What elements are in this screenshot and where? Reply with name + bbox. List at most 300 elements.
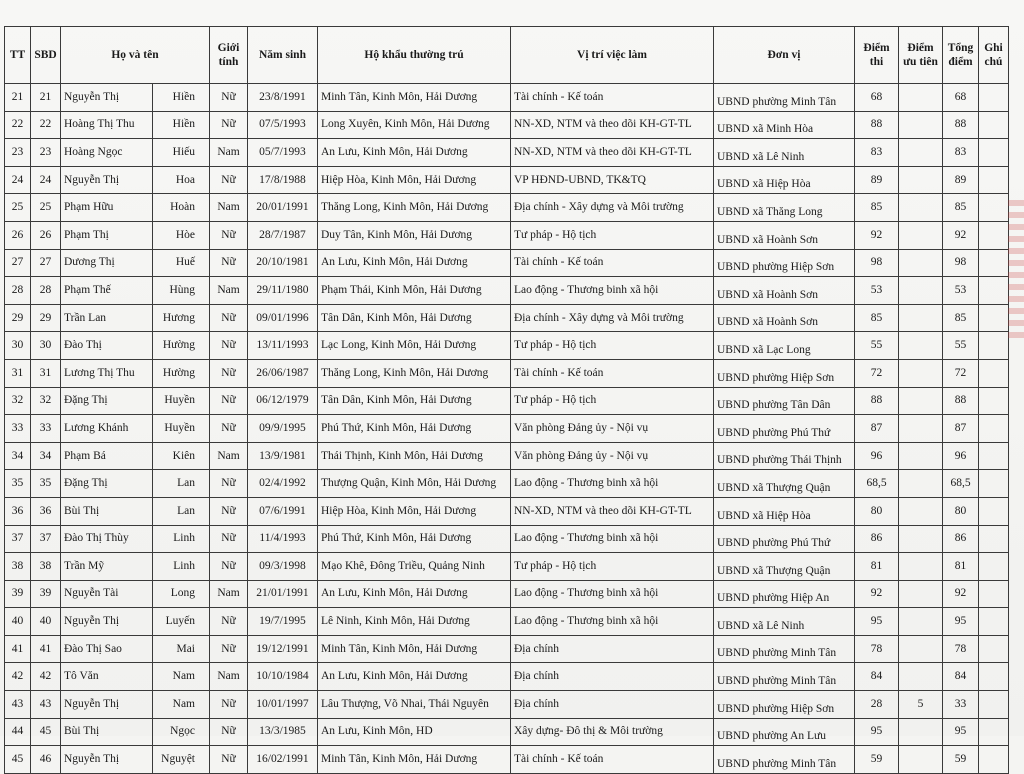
row-last-name: Trần Lan	[61, 304, 153, 332]
table-row	[5, 553, 1009, 581]
row-birth: 13/9/1981	[248, 442, 318, 470]
row-exam-score: 55	[855, 332, 899, 360]
row-unit: UBND phường Thái Thịnh	[714, 442, 855, 470]
row-unit: UBND phường Phú Thứ	[714, 525, 855, 553]
row-note	[979, 691, 1009, 719]
table-row	[5, 691, 1009, 719]
row-first-name: Hùng	[153, 277, 210, 305]
row-priority-score	[899, 442, 943, 470]
row-birth: 28/7/1987	[248, 221, 318, 249]
row-priority-score	[899, 663, 943, 691]
row-residence: Thăng Long, Kinh Môn, Hải Dương	[318, 194, 511, 222]
row-last-name: Lương Khánh	[61, 415, 153, 443]
row-note	[979, 387, 1009, 415]
row-sbd: 26	[31, 221, 61, 249]
header-exam-score: Điểm thi	[855, 27, 899, 84]
header-gender: Giới tính	[210, 27, 248, 84]
row-sbd: 24	[31, 166, 61, 194]
row-gender: Nữ	[210, 304, 248, 332]
row-note	[979, 84, 1009, 112]
row-residence: Minh Tân, Kinh Môn, Hải Dương	[318, 84, 511, 112]
row-note	[979, 442, 1009, 470]
row-unit: UBND phường Phú Thứ	[714, 415, 855, 443]
row-exam-score: 92	[855, 580, 899, 608]
row-sbd: 27	[31, 249, 61, 277]
row-gender: Nữ	[210, 553, 248, 581]
table-row	[5, 221, 1009, 249]
header-residence: Hộ khẩu thường trú	[318, 27, 511, 84]
row-gender: Nữ	[210, 691, 248, 719]
table-body	[5, 84, 1009, 774]
row-tt: 31	[5, 359, 31, 387]
table-row	[5, 497, 1009, 525]
row-unit: UBND xã Thăng Long	[714, 194, 855, 222]
row-sbd: 32	[31, 387, 61, 415]
row-tt: 35	[5, 470, 31, 498]
header-name: Họ và tên	[61, 27, 210, 84]
row-sbd: 25	[31, 194, 61, 222]
row-last-name: Trần Mỹ	[61, 553, 153, 581]
row-birth: 20/10/1981	[248, 249, 318, 277]
row-last-name: Đặng Thị	[61, 387, 153, 415]
row-birth: 26/06/1987	[248, 359, 318, 387]
row-last-name: Nguyễn Thị	[61, 608, 153, 636]
row-last-name: Đặng Thị	[61, 470, 153, 498]
row-gender: Nữ	[210, 249, 248, 277]
row-gender: Nữ	[210, 415, 248, 443]
row-first-name: Lan	[153, 497, 210, 525]
header-sbd: SBD	[31, 27, 61, 84]
row-birth: 13/11/1993	[248, 332, 318, 360]
row-first-name: Hường	[153, 359, 210, 387]
row-exam-score: 85	[855, 194, 899, 222]
row-total-score: 89	[943, 166, 979, 194]
row-exam-score: 95	[855, 718, 899, 746]
row-total-score: 85	[943, 194, 979, 222]
row-priority-score	[899, 387, 943, 415]
row-first-name: Nam	[153, 663, 210, 691]
row-tt: 45	[5, 746, 31, 774]
row-tt: 38	[5, 553, 31, 581]
table-row	[5, 387, 1009, 415]
table-row	[5, 580, 1009, 608]
row-unit: UBND phường Hiệp Sơn	[714, 249, 855, 277]
row-tt: 30	[5, 332, 31, 360]
row-priority-score	[899, 332, 943, 360]
row-total-score: 92	[943, 580, 979, 608]
header-note: Ghi chú	[979, 27, 1009, 84]
table-row	[5, 304, 1009, 332]
row-total-score: 72	[943, 359, 979, 387]
row-tt: 36	[5, 497, 31, 525]
row-birth: 10/10/1984	[248, 663, 318, 691]
row-note	[979, 277, 1009, 305]
row-total-score: 78	[943, 635, 979, 663]
row-unit: UBND xã Minh Hòa	[714, 111, 855, 139]
table-row	[5, 277, 1009, 305]
row-priority-score	[899, 580, 943, 608]
row-note	[979, 718, 1009, 746]
row-residence: Hiệp Hòa, Kinh Môn, Hải Dương	[318, 497, 511, 525]
row-total-score: 95	[943, 608, 979, 636]
row-total-score: 80	[943, 497, 979, 525]
row-sbd: 36	[31, 497, 61, 525]
table-row	[5, 359, 1009, 387]
row-residence: Long Xuyên, Kinh Môn, Hải Dương	[318, 111, 511, 139]
row-priority-score	[899, 166, 943, 194]
row-residence: Minh Tân, Kinh Môn, Hải Dương	[318, 746, 511, 774]
row-priority-score	[899, 497, 943, 525]
row-tt: 41	[5, 635, 31, 663]
row-sbd: 33	[31, 415, 61, 443]
row-exam-score: 92	[855, 221, 899, 249]
table-row	[5, 111, 1009, 139]
row-note	[979, 111, 1009, 139]
row-residence: Tân Dân, Kinh Môn, Hải Dương	[318, 304, 511, 332]
row-tt: 33	[5, 415, 31, 443]
row-birth: 09/9/1995	[248, 415, 318, 443]
row-priority-score	[899, 359, 943, 387]
row-first-name: Huyền	[153, 415, 210, 443]
row-gender: Nam	[210, 194, 248, 222]
row-unit: UBND xã Hoành Sơn	[714, 304, 855, 332]
row-unit: UBND xã Hoành Sơn	[714, 221, 855, 249]
row-position: NN-XD, NTM và theo dõi KH-GT-TL	[511, 139, 714, 167]
row-note	[979, 663, 1009, 691]
row-exam-score: 80	[855, 497, 899, 525]
row-priority-score	[899, 718, 943, 746]
row-position: Văn phòng Đảng ủy - Nội vụ	[511, 442, 714, 470]
row-last-name: Bùi Thị	[61, 718, 153, 746]
row-tt: 44	[5, 718, 31, 746]
row-unit: UBND phường An Lưu	[714, 718, 855, 746]
row-gender: Nam	[210, 580, 248, 608]
row-last-name: Dương Thị	[61, 249, 153, 277]
row-residence: Tân Dân, Kinh Môn, Hải Dương	[318, 387, 511, 415]
row-residence: An Lưu, Kinh Môn, Hải Dương	[318, 580, 511, 608]
row-first-name: Hiếu	[153, 139, 210, 167]
row-exam-score: 68	[855, 84, 899, 112]
row-tt: 32	[5, 387, 31, 415]
row-unit: UBND phường Hiệp An	[714, 580, 855, 608]
row-gender: Nữ	[210, 525, 248, 553]
row-first-name: Long	[153, 580, 210, 608]
row-exam-score: 86	[855, 525, 899, 553]
row-priority-score	[899, 415, 943, 443]
row-exam-score: 83	[855, 139, 899, 167]
row-birth: 07/5/1993	[248, 111, 318, 139]
row-position: Tư pháp - Hộ tịch	[511, 387, 714, 415]
row-position: Lao động - Thương binh xã hội	[511, 277, 714, 305]
row-total-score: 87	[943, 415, 979, 443]
row-total-score: 53	[943, 277, 979, 305]
row-tt: 22	[5, 111, 31, 139]
row-last-name: Phạm Thị	[61, 221, 153, 249]
row-total-score: 55	[943, 332, 979, 360]
row-first-name: Hiền	[153, 111, 210, 139]
table-row	[5, 442, 1009, 470]
row-tt: 42	[5, 663, 31, 691]
row-exam-score: 68,5	[855, 470, 899, 498]
row-unit: UBND xã Lạc Long	[714, 332, 855, 360]
row-residence: Lâu Thượng, Võ Nhai, Thái Nguyên	[318, 691, 511, 719]
row-exam-score: 81	[855, 553, 899, 581]
row-birth: 16/02/1991	[248, 746, 318, 774]
row-note	[979, 359, 1009, 387]
row-total-score: 83	[943, 139, 979, 167]
row-sbd: 31	[31, 359, 61, 387]
row-sbd: 29	[31, 304, 61, 332]
row-note	[979, 139, 1009, 167]
row-position: Địa chính - Xây dựng và Môi trường	[511, 304, 714, 332]
row-position: Lao động - Thương binh xã hội	[511, 525, 714, 553]
row-first-name: Huyền	[153, 387, 210, 415]
row-gender: Nữ	[210, 166, 248, 194]
row-birth: 05/7/1993	[248, 139, 318, 167]
row-residence: An Lưu, Kinh Môn, Hải Dương	[318, 139, 511, 167]
row-residence: Lạc Long, Kinh Môn, Hải Dương	[318, 332, 511, 360]
row-total-score: 59	[943, 746, 979, 774]
row-total-score: 33	[943, 691, 979, 719]
header-total-score: Tổng điểm	[943, 27, 979, 84]
row-unit: UBND xã Hiệp Hòa	[714, 166, 855, 194]
row-first-name: Nam	[153, 691, 210, 719]
row-position: NN-XD, NTM và theo dõi KH-GT-TL	[511, 497, 714, 525]
row-exam-score: 89	[855, 166, 899, 194]
row-sbd: 22	[31, 111, 61, 139]
row-total-score: 96	[943, 442, 979, 470]
row-unit: UBND phường Hiệp Sơn	[714, 359, 855, 387]
row-tt: 24	[5, 166, 31, 194]
row-priority-score	[899, 194, 943, 222]
row-unit: UBND xã Lê Ninh	[714, 139, 855, 167]
row-total-score: 95	[943, 718, 979, 746]
row-position: Tài chính - Kế toán	[511, 249, 714, 277]
row-birth: 21/01/1991	[248, 580, 318, 608]
row-last-name: Lương Thị Thu	[61, 359, 153, 387]
row-last-name: Hoàng Thị Thu	[61, 111, 153, 139]
header-priority-score: Điểm ưu tiên	[899, 27, 943, 84]
row-sbd: 39	[31, 580, 61, 608]
row-residence: Minh Tân, Kinh Môn, Hải Dương	[318, 635, 511, 663]
row-total-score: 68	[943, 84, 979, 112]
row-residence: Lê Ninh, Kinh Môn, Hải Dương	[318, 608, 511, 636]
row-last-name: Nguyễn Thị	[61, 691, 153, 719]
row-unit: UBND phường Minh Tân	[714, 663, 855, 691]
row-residence: Phú Thứ, Kinh Môn, Hải Dương	[318, 415, 511, 443]
row-sbd: 23	[31, 139, 61, 167]
row-gender: Nam	[210, 663, 248, 691]
row-total-score: 85	[943, 304, 979, 332]
row-birth: 20/01/1991	[248, 194, 318, 222]
row-gender: Nữ	[210, 718, 248, 746]
row-tt: 26	[5, 221, 31, 249]
row-gender: Nữ	[210, 497, 248, 525]
row-tt: 29	[5, 304, 31, 332]
table-row	[5, 470, 1009, 498]
header-birth: Năm sinh	[248, 27, 318, 84]
row-exam-score: 87	[855, 415, 899, 443]
row-tt: 23	[5, 139, 31, 167]
row-residence: Thăng Long, Kinh Môn, Hải Dương	[318, 359, 511, 387]
row-tt: 28	[5, 277, 31, 305]
row-position: Tài chính - Kế toán	[511, 746, 714, 774]
row-first-name: Linh	[153, 525, 210, 553]
table-row	[5, 663, 1009, 691]
row-sbd: 42	[31, 663, 61, 691]
row-gender: Nữ	[210, 635, 248, 663]
row-tt: 43	[5, 691, 31, 719]
header-unit: Đơn vị	[714, 27, 855, 84]
row-last-name: Nguyễn Thị	[61, 166, 153, 194]
row-gender: Nữ	[210, 84, 248, 112]
row-priority-score	[899, 277, 943, 305]
row-note	[979, 166, 1009, 194]
table-header-row	[5, 27, 1009, 84]
row-exam-score: 84	[855, 663, 899, 691]
row-position: Tư pháp - Hộ tịch	[511, 553, 714, 581]
row-priority-score	[899, 111, 943, 139]
row-note	[979, 553, 1009, 581]
row-birth: 17/8/1988	[248, 166, 318, 194]
header-position: Vị trí việc làm	[511, 27, 714, 84]
table-row	[5, 635, 1009, 663]
row-first-name: Mai	[153, 635, 210, 663]
row-unit: UBND phường Minh Tân	[714, 635, 855, 663]
row-tt: 25	[5, 194, 31, 222]
row-unit: UBND phường Minh Tân	[714, 84, 855, 112]
row-birth: 11/4/1993	[248, 525, 318, 553]
row-position: NN-XD, NTM và theo dõi KH-GT-TL	[511, 111, 714, 139]
row-gender: Nữ	[210, 746, 248, 774]
row-note	[979, 194, 1009, 222]
row-unit: UBND xã Thượng Quận	[714, 470, 855, 498]
row-last-name: Phạm Hữu	[61, 194, 153, 222]
row-last-name: Phạm Bá	[61, 442, 153, 470]
row-gender: Nữ	[210, 111, 248, 139]
row-priority-score	[899, 746, 943, 774]
row-priority-score	[899, 553, 943, 581]
row-exam-score: 59	[855, 746, 899, 774]
table-row	[5, 166, 1009, 194]
row-birth: 09/01/1996	[248, 304, 318, 332]
row-position: Tài chính - Kế toán	[511, 359, 714, 387]
row-exam-score: 85	[855, 304, 899, 332]
row-priority-score	[899, 304, 943, 332]
row-birth: 07/6/1991	[248, 497, 318, 525]
row-position: Địa chính	[511, 691, 714, 719]
row-total-score: 92	[943, 221, 979, 249]
row-first-name: Ngọc	[153, 718, 210, 746]
row-tt: 40	[5, 608, 31, 636]
row-position: Xây dựng- Đô thị & Môi trường	[511, 718, 714, 746]
row-first-name: Kiên	[153, 442, 210, 470]
row-sbd: 38	[31, 553, 61, 581]
row-first-name: Nguyệt	[153, 746, 210, 774]
row-tt: 34	[5, 442, 31, 470]
row-position: Lao động - Thương binh xã hội	[511, 608, 714, 636]
row-position: Lao động - Thương binh xã hội	[511, 470, 714, 498]
row-first-name: Hòe	[153, 221, 210, 249]
row-sbd: 41	[31, 635, 61, 663]
row-first-name: Linh	[153, 553, 210, 581]
row-last-name: Bùi Thị	[61, 497, 153, 525]
row-first-name: Hiền	[153, 84, 210, 112]
row-exam-score: 96	[855, 442, 899, 470]
row-unit: UBND phường Tân Dân	[714, 387, 855, 415]
row-birth: 06/12/1979	[248, 387, 318, 415]
row-position: Địa chính - Xây dựng và Môi trường	[511, 194, 714, 222]
row-sbd: 30	[31, 332, 61, 360]
row-first-name: Huế	[153, 249, 210, 277]
table-row	[5, 332, 1009, 360]
row-unit: UBND phường Minh Tân	[714, 746, 855, 774]
table-row	[5, 608, 1009, 636]
row-note	[979, 415, 1009, 443]
row-sbd: 35	[31, 470, 61, 498]
row-first-name: Hường	[153, 332, 210, 360]
row-sbd: 37	[31, 525, 61, 553]
row-last-name: Đào Thị Thùy	[61, 525, 153, 553]
row-position: Tư pháp - Hộ tịch	[511, 221, 714, 249]
row-sbd: 34	[31, 442, 61, 470]
row-birth: 29/11/1980	[248, 277, 318, 305]
row-birth: 19/7/1995	[248, 608, 318, 636]
row-position: VP HĐND-UBND, TK&TQ	[511, 166, 714, 194]
row-first-name: Hoa	[153, 166, 210, 194]
row-exam-score: 95	[855, 608, 899, 636]
row-exam-score: 28	[855, 691, 899, 719]
row-gender: Nữ	[210, 608, 248, 636]
row-tt: 39	[5, 580, 31, 608]
row-gender: Nữ	[210, 470, 248, 498]
row-sbd: 40	[31, 608, 61, 636]
row-unit: UBND xã Thượng Quận	[714, 553, 855, 581]
row-position: Lao động - Thương binh xã hội	[511, 580, 714, 608]
row-sbd: 46	[31, 746, 61, 774]
row-note	[979, 470, 1009, 498]
row-gender: Nữ	[210, 332, 248, 360]
row-tt: 21	[5, 84, 31, 112]
row-priority-score	[899, 139, 943, 167]
row-position: Tài chính - Kế toán	[511, 84, 714, 112]
row-birth: 02/4/1992	[248, 470, 318, 498]
row-first-name: Hương	[153, 304, 210, 332]
row-exam-score: 88	[855, 387, 899, 415]
table-row	[5, 415, 1009, 443]
row-last-name: Phạm Thế	[61, 277, 153, 305]
row-unit: UBND xã Hiệp Hòa	[714, 497, 855, 525]
row-last-name: Nguyễn Thị	[61, 746, 153, 774]
row-last-name: Hoàng Ngọc	[61, 139, 153, 167]
row-sbd: 45	[31, 718, 61, 746]
table-row	[5, 139, 1009, 167]
row-position: Địa chính	[511, 635, 714, 663]
row-note	[979, 525, 1009, 553]
row-first-name: Lan	[153, 470, 210, 498]
row-exam-score: 88	[855, 111, 899, 139]
row-sbd: 21	[31, 84, 61, 112]
red-stamp-edge	[1008, 200, 1024, 340]
table-row	[5, 525, 1009, 553]
row-gender: Nam	[210, 442, 248, 470]
row-gender: Nữ	[210, 221, 248, 249]
row-first-name: Hoàn	[153, 194, 210, 222]
row-last-name: Nguyễn Tài	[61, 580, 153, 608]
row-priority-score	[899, 635, 943, 663]
row-last-name: Tô Văn	[61, 663, 153, 691]
row-note	[979, 497, 1009, 525]
